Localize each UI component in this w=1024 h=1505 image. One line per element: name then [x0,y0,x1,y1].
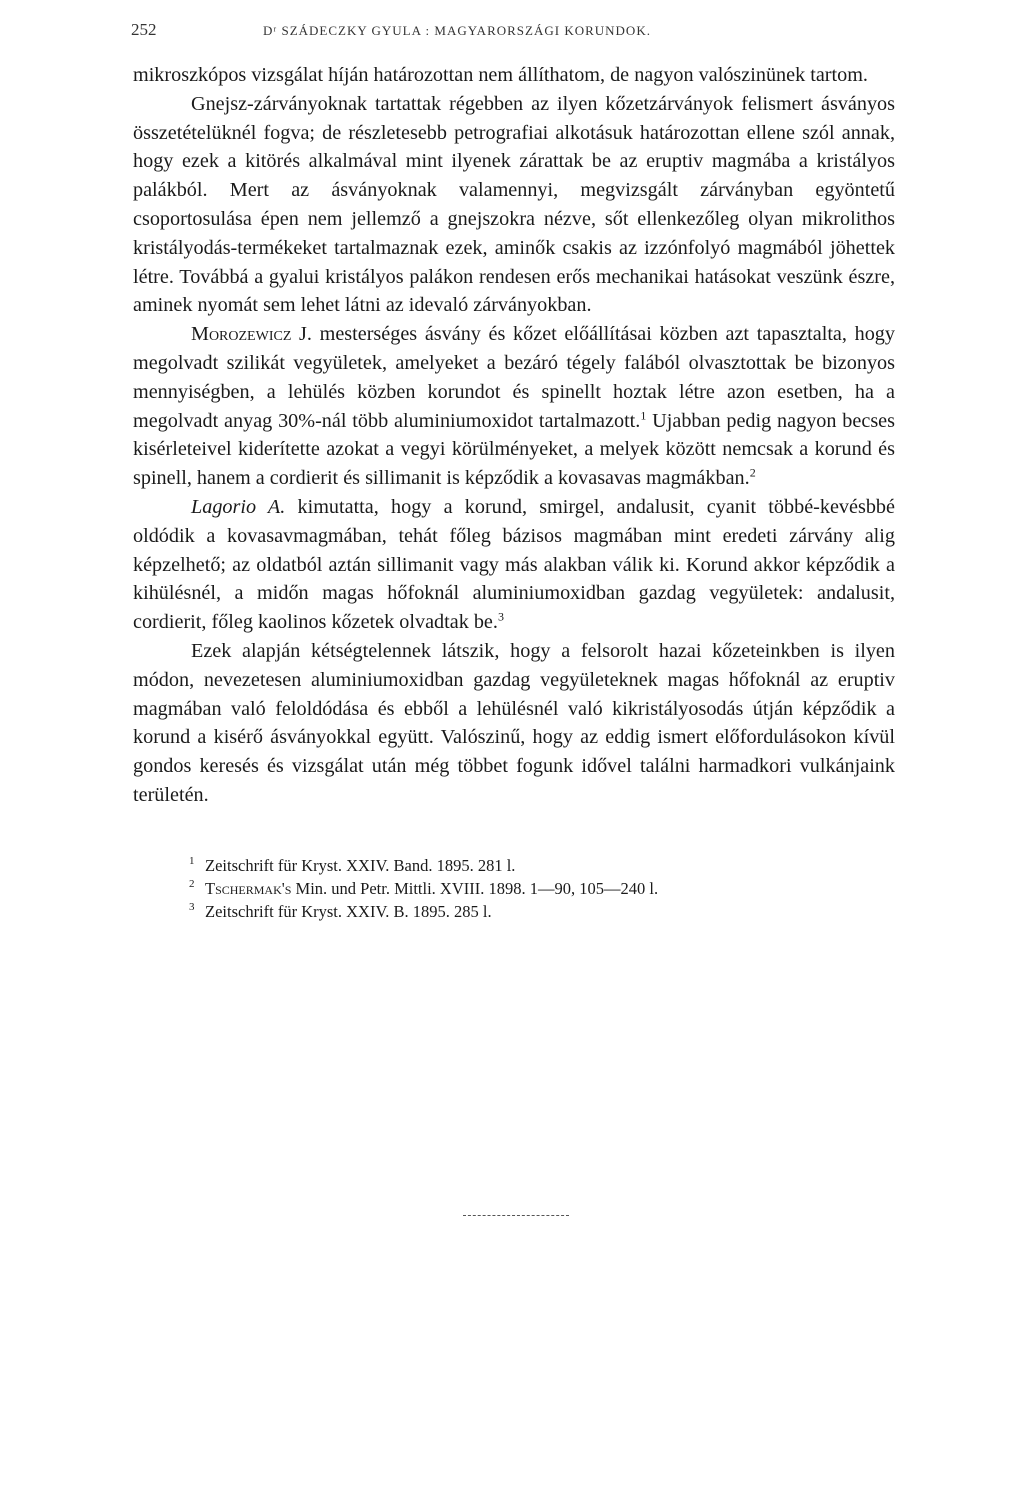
page-header [133,18,895,48]
text-run: mikroszkópos vizsgálat híján határozottan nem állíthatom, de nagyon valószinünek tartom. [133,64,868,86]
running-head: Dʳ SZÁDECZKY GYULA : MAGYARORSZÁGI KORUNDOK. [263,23,651,38]
text-run: Zeitschrift für Kryst. XXIV. B. 1895. 285 l. [205,901,492,921]
footnote: 3 Zeitschrift für Kryst. XXIV. B. 1895. 285 l. [189,901,492,921]
footnotes [189,854,895,923]
author-name: Morozewicz J. [191,323,312,346]
page [133,18,895,923]
text-run: kimutatta, hogy a korund, smirgel, andalusit, cyanit többé-kevésbbé oldódik a kovasavmagmában, tehát főleg bázisos magmában mint eredeti zárvány alig képzelhető; az oldatból aztán sillimanit vagy más alakban válik ki. Korund akkor képződik a kihülésnél, a midőn magas hőfoknál aluminiumoxidban gazdag vegyületek: andalusit, cordierit, főleg kaolinos kőzetek olvadtak be. [133,495,895,634]
author-name: Lagorio A. [191,495,286,518]
text-run: mesterséges ásvány és kőzet előállításai közben azt tapasztalta, hogy megolvadt szilikát vegyületek, amelyeket a bezáró tégely falából olvasztottak be bizonyos mennyiségben, a lehülés közben korundot és spinellt hoztak létre azon esetben, ha a megolvadt anyag 30%-nál több aluminiumoxidot tartalmazott. [133,323,895,432]
text-run: Ujabban pedig nagyon becses kisérleteivel kiderítette azokat a vegyi körülményeket, a melyek között nemcsak a korund és spinell, hanem a cordierit és sillimanit is képződik a kovasavas magmákban. [133,409,895,490]
text-run: Zeitschrift für Kryst. XXIV. Band. 1895. 281 l. [205,855,516,875]
paragraph [133,493,895,637]
paragraph [133,61,895,90]
text-run: Gnejsz-zárványoknak tartattak régebben az ilyen kőzetzárványok felismert ásványos összetételüknél fogva; de részletesebb petrografiai alkotásuk határozottan ellene szól annak, hogy ezek a kitörés alkalmával mint ilyenek zárattak be az eruptiv magmába a kristályos palákból. Mert az ásványoknak valamennyi, megvizsgált zárványban egyöntetű csoportosulása épen nem jellemző a gnejszokra nézve, sőt ellenkezőleg olyan mikrolithos kristályodás-termékeket tartalmaznak ezek, aminők csakis az izzónfolyó magmából jöhettek létre. Továbbá a gyalui kristályos palákon rendesen erős mechanikai hatásokat veszünk észre, aminek nyomát sem lehet látni az idevaló zárványokban. [133,92,895,317]
paragraph [133,320,895,493]
footnote-ref: 2 [749,465,756,480]
footnote-ref: 3 [497,609,504,624]
footnote: 1 Zeitschrift für Kryst. XXIV. Band. 1895. 281 l. [189,855,516,875]
paragraph [133,90,895,320]
footnote-ref: 1 [640,407,647,422]
page-number: 252 [131,20,157,39]
author-name: Tschermak's [205,878,292,898]
text-run: Ezek alapján kétségtelennek látszik, hogy a felsorolt hazai kőzeteinkben is ilyen módon, nevezetesen aluminiumoxidban gazdag vegyületeknek magas hőfoknál az eruptiv magmában való feloldódása és ebből a lehülésnél való kikristályosodás útján képződik a korund a kisérő ásványokkal együtt. Valószinű, hogy az eddig ismert előfordulásokon kívül gondos keresés és vizsgálat után még többet fogunk idővel találni harmadkori vulkánjaink területén. [133,639,895,806]
text-run: Min. und Petr. Mittli. XVIII. 1898. 1—90, 105—240 l. [291,878,659,898]
paragraph [133,637,895,810]
footnote: 2 Tschermak's Min. und Petr. Mittli. XVIII. 1898. 1—90, 105—240 l. [189,878,659,898]
end-rule [463,1215,569,1216]
body-text [133,61,895,810]
